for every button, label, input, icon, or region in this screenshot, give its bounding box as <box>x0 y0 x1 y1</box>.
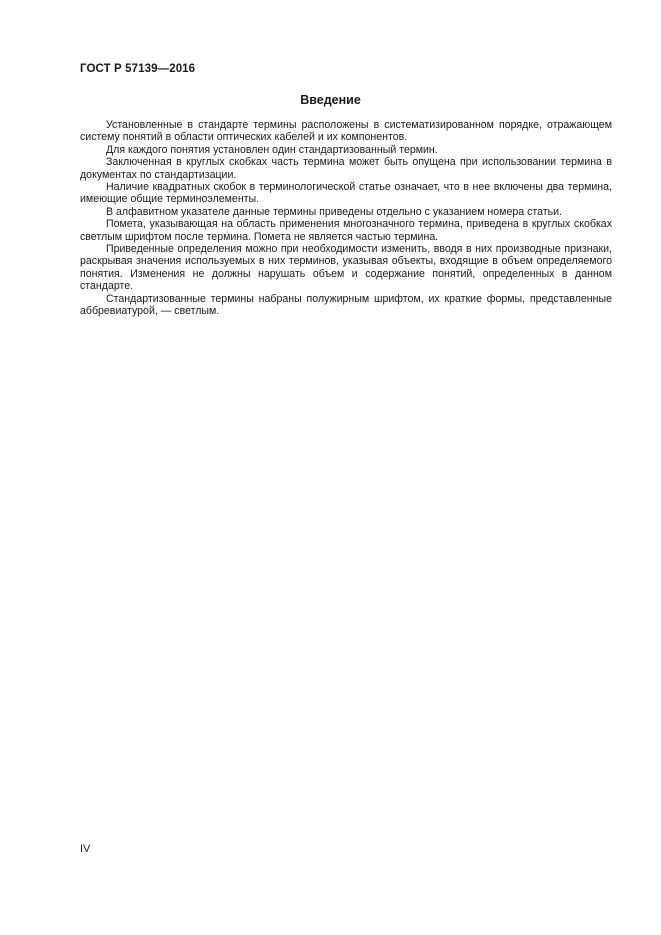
paragraph-definitions: Приведенные определения можно при необходимости изменить, вводя в них производные признаки, раскрывая значения используемых в них терминов, указывая объекты, входящие в объем определяемого понятия. Изменения не должны нарушать объем и содержание понятий, определенных в данном стандарте. <box>80 243 612 293</box>
paragraph-usage-mark: Помета, указывающая на область применения многозначного термина, приведена в круглых скобках светлым шрифтом после термина. Помета не является частью термина. <box>80 218 612 243</box>
section-title: Введение <box>300 93 361 107</box>
paragraph-one-term: Для каждого понятия установлен один стандартизованный термин. <box>106 143 438 156</box>
page-number: IV <box>80 843 91 855</box>
paragraph-typography: Стандартизованные термины набраны полужирным шрифтом, их краткие формы, представленные аббревиатурой, — светлым. <box>80 292 612 318</box>
paragraph-alphabetical-index: В алфавитном указателе данные термины приведены отдельно с указанием номера статьи. <box>106 205 562 218</box>
standard-code-header: ГОСТ Р 57139—2016 <box>80 63 196 75</box>
paragraph-square-brackets: Наличие квадратных скобок в терминологической статье означает, что в нее включены два термина, имеющие общие терминоэлементы. <box>80 181 612 206</box>
paragraph-round-brackets: Заключенная в круглых скобках часть термина может быть опущена при использовании термина в документах по стандартизации. <box>80 156 612 181</box>
paragraph-terms-order: Установленные в стандарте термины расположены в систематизированном порядке, отражающем систему понятий в области оптических кабелей и их компонентов. <box>80 119 612 144</box>
introduction-body <box>80 119 612 318</box>
